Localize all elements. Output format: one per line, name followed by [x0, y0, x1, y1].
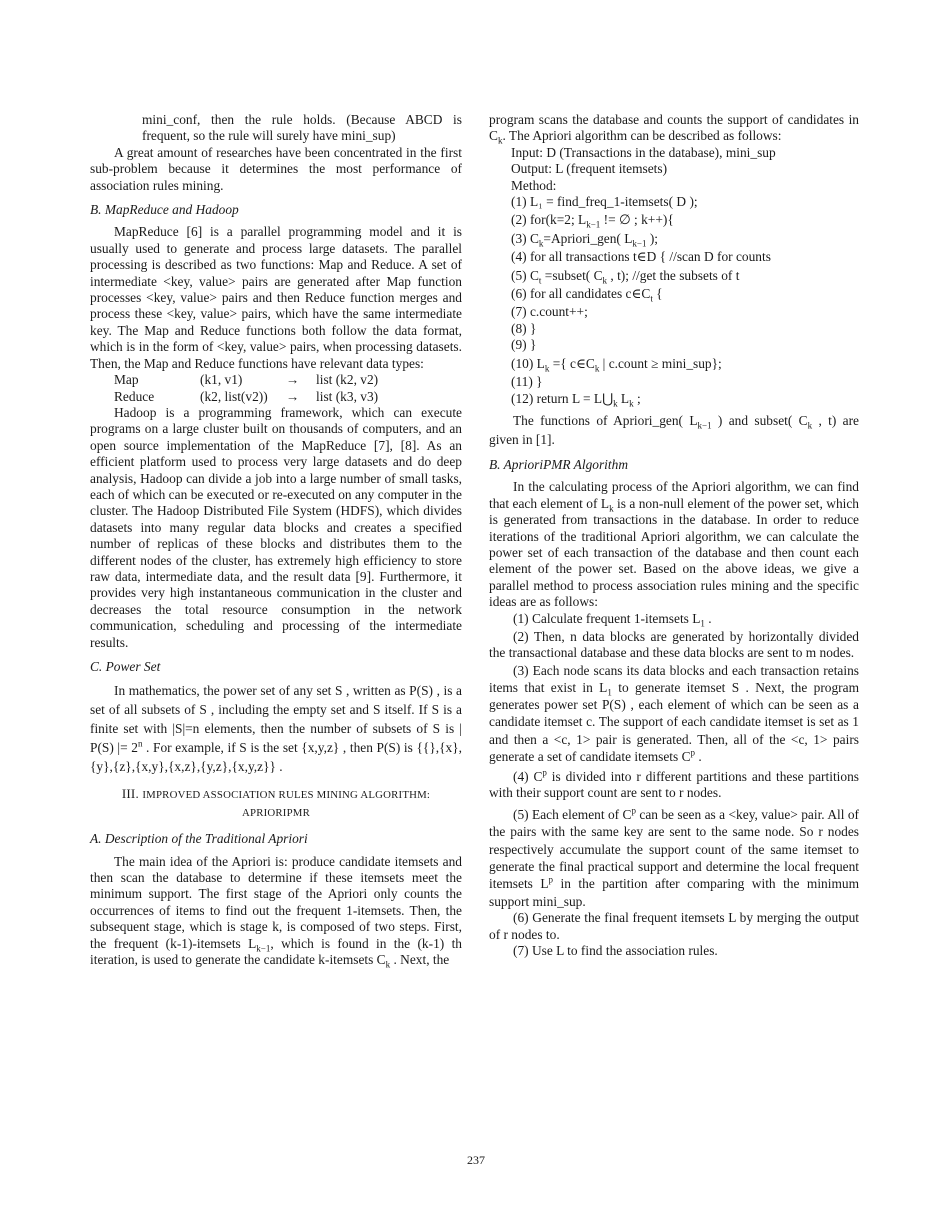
rule-continuation: mini_conf, then the rule holds. (Because ABCD is frequent, so the rule will surely have mini_sup): [142, 112, 462, 144]
algo-method: Method:: [511, 177, 557, 193]
paragraph-mapreduce: MapReduce [6] is a parallel programming model and it is usually used to generate and process large datasets. The parallel processing is described as two functions: Map and Reduce. A set of intermediate <key, value> pairs are generated after Map function processes <key, value> pairs and then Reduce function merges and process these <key, value> pairs, which have the same intermediate key. The Map and Reduce functions both follow the data format, which is in the form of <key, value> pairs, when processing datasets. Then, the Map and Reduce functions have relevant data types:: [90, 224, 462, 371]
list-item: (6) Generate the final frequent itemsets L by merging the output of r nodes to.: [489, 910, 859, 942]
algo-step: (3) $C_k=Apriori\_gen$( $L_{k-1}$ );: [511, 230, 659, 249]
paragraph-functions: The functions of Apriori_gen( $L_{k-1}$ ) and subset( $C_k$ , t) are given in [1].: [489, 412, 859, 447]
paragraph-hadoop: Hadoop is a programming framework, which can execute programs on a large cluster built on thousands of computers, and an open source implementation of the MapReduce [7], [8]. As an efficient platform used to process very large datasets and do deep analysis, Hadoop can divide a job into a large number of small tasks, each of which can be executed or re-executed on any computer in the cluster. The Hadoop Distributed File System (HDFS), which divides datasets into many regular data blocks and creates a specified number of replicas of these blocks and distributes them to the different nodes of the cluster, has extremely high efficiency to store raw data, intermediate data, and the result data [9]. Furthermore, it provides very high instantaneous communication in the cluster and decreases the total resource consumption in the network communication, scheduling and processing of the intermediate results.: [90, 404, 462, 650]
algorithm-block: [489, 145, 859, 407]
list-item: (4) $C^p$ is divided into r different partitions and these partitions with their support count are sent to r nodes.: [489, 767, 859, 801]
type-name: Map: [114, 372, 139, 388]
algo-step: (2) for(k=2; $L_{k-1}$ != ∅ ; k++){: [511, 212, 674, 231]
type-output: list (k3, v3): [316, 388, 379, 404]
algo-step: (4) for all transactions t∈D { //scan D for counts: [511, 249, 771, 265]
algo-step: (11) }: [511, 374, 543, 390]
algo-step: (7) c.count++;: [511, 304, 588, 320]
list-item: (2) Then, n data blocks are generated by horizontally divided the transactional database and these data blocks are sent to m nodes.: [489, 628, 859, 661]
section-heading-iii: III. IMPROVED ASSOCIATION RULES MINING ALGORITHM: APRIORIPMR: [121, 786, 431, 819]
list-item: (1) Calculate frequent 1-itemsets $L_1$ .: [513, 610, 712, 629]
algo-step: (12) return $L = L⋃_k$ $L_k$ ;: [511, 390, 641, 409]
algo-step: (6) for all candidates $c\in C_t$ {: [511, 286, 663, 304]
type-output: list (k2, v2): [316, 372, 379, 388]
section-heading-apriori: A. Description of the Traditional Apriori: [90, 831, 308, 847]
type-input: (k2, list(v2)): [200, 388, 268, 404]
paragraph-apriori: The main idea of the Apriori is: produce candidate itemsets and then scan the database to determine if these itemsets meet the minimum support. The first stage of the Apriori only counts the occurrences of items to find out the frequent 1-itemsets. Then, the subsequent stage, which is stage k, is composed of two steps. First, the frequent (k-1)-itemsets $L_{k-1}$, which is found in the (k-1) th iteration, is used to generate the candidate k-itemsets $C_k$ . Next, the: [90, 853, 462, 970]
page-number: 237: [467, 1153, 485, 1167]
list-item: (3) Each node scans its data blocks and each transaction retains items that exist in $L_1$ to generate itemset S . Next, the program generates power set P(S) , each element of which can be seen as a candidate itemset c. The support of each candidate itemset is set as 1 and then a <c, 1> pair is generated. Then, all of the <c, 1> pairs generate a set of candidate itemsets $C^p$ .: [489, 662, 859, 764]
paragraph-power-set: In mathematics, the power set of any set S , written as P(S) , is a set of all subsets of S , including the empty set and S itself. If S is a finite set with |S|=n elements, then the number of subsets of S is | P(S) |= $2^n$ . For example, if S is the set {x,y,z} , then P(S) is {{},{x},{y},{z},{x,y},{x,z},{y,z},{x,y,z}} .: [90, 683, 462, 775]
paragraph-apriori-pmr: In the calculating process of the Apriori algorithm, we can find that each element of $L_k$ is a non-null element of the power set, which is generated from transactions in the database. In order to reduce iterations of the traditional Apriori algorithm, we can calculate the power set of each transaction of the database and then count each element of the power set. Based on the above ideas, we give a parallel method to process association rules mining and the specific ideas are as follows:: [489, 479, 860, 610]
paragraph: A great amount of researches have been concentrated in the first sub-problem because it determines the most performance of association rules mining.: [90, 144, 462, 193]
arrow-icon: →: [286, 388, 300, 404]
arrow-icon: →: [286, 372, 300, 388]
list-item: (7) Use L to find the association rules.: [513, 943, 718, 959]
algo-input: Input: D (Transactions in the database), mini_sup: [511, 144, 776, 160]
algo-step: (8) }: [511, 320, 537, 336]
algo-step: (5) $C_t$ =subset( $C_k$ , t); //get the subsets of t: [511, 267, 740, 286]
section-heading-apriori-pmr: B. AprioriPMR Algorithm: [489, 456, 628, 472]
algo-step: (1) L₁ = find_freq_1-itemsets( D );: [511, 194, 698, 210]
algo-output: Output: L (frequent itemsets): [511, 161, 668, 177]
data-types-table: [90, 372, 462, 405]
algo-step: (9) }: [511, 337, 537, 353]
list-item: (5) Each element of $C^p$ can be seen as a <key, value> pair. All of the pairs with the same key are sent to the same node. So r nodes respectively accumulate the support count of the same itemset to generate the final practical support and determine the local frequent itemsets $L^p$ in the partition after comparing with the minimum support mini_sup.: [489, 805, 859, 909]
left-column: [90, 112, 462, 968]
type-name: Reduce: [114, 388, 155, 404]
section-heading-mapreduce: B. MapReduce and Hadoop: [90, 202, 239, 218]
paragraph-continuation: program scans the database and counts the support of candidates in $C_k$. The Apriori algorithm can be described as follows:: [489, 112, 859, 147]
section-heading-power-set: C. Power Set: [90, 659, 161, 674]
algo-step: (10) $L_k$ ={ $c\in C_k$ | c.count ≥ mini_sup};: [511, 355, 722, 374]
right-column: [489, 112, 859, 959]
type-input: (k1, v1): [200, 372, 243, 388]
